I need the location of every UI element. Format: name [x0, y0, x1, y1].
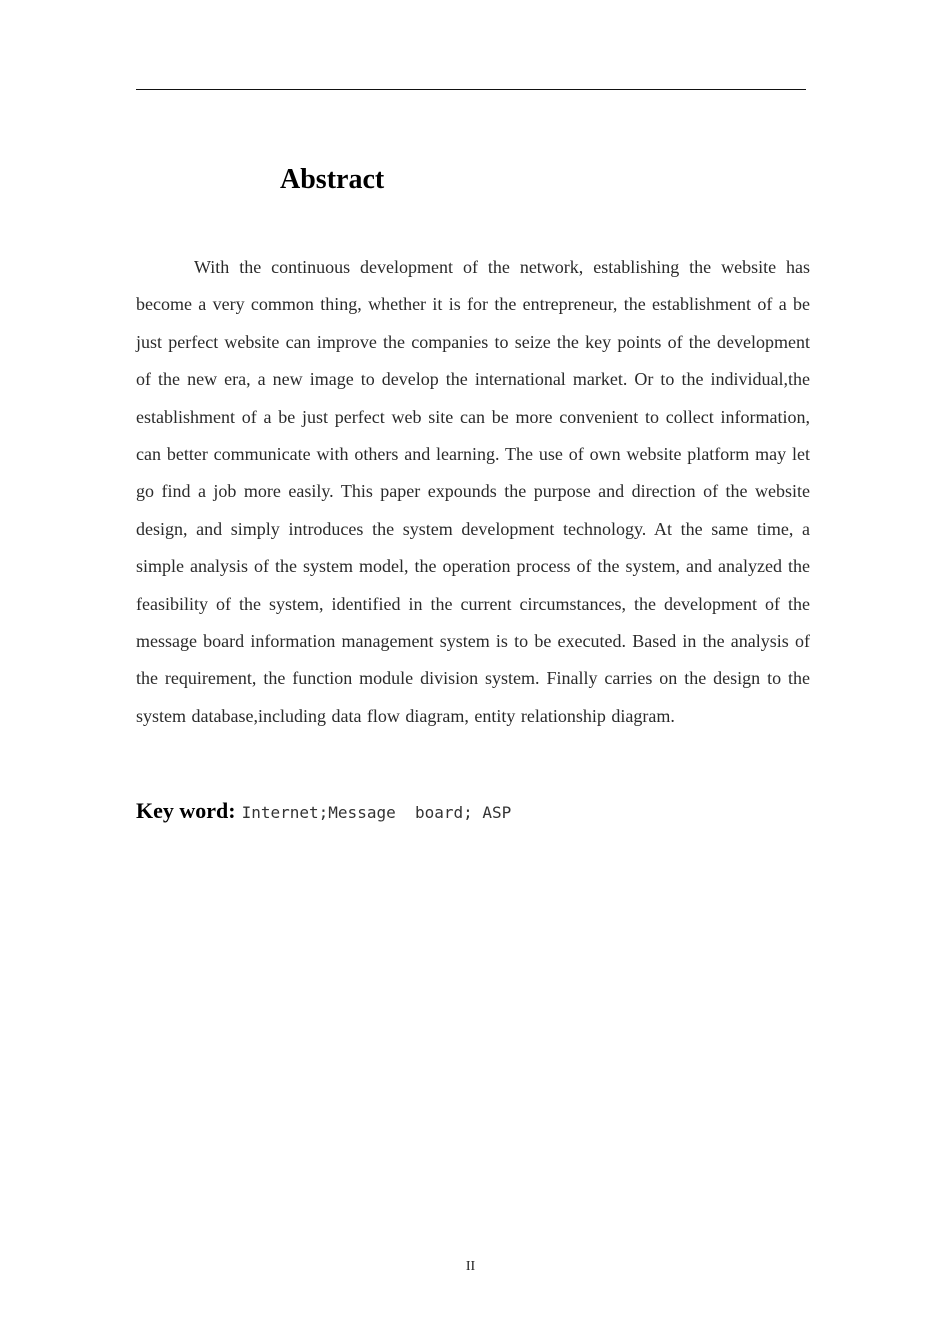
- abstract-body: With the continuous development of the network, establishing the website has become a very common thing, whether it is for the entrepreneur, the establishment of a be just perfect website can improve the companies to seize the key points of the development of the new era, a new image to develop the international market. Or to the individual,the establishment of a be just perfect web site can be more convenient to collect information, can better communicate with others and learning. The use of own website platform may let go find a job more easily. This paper expounds the purpose and direction of the website design, and simply introduces the system development technology. At the same time, a simple analysis of the system model, the operation process of the system, and analyzed the feasibility of the system, identified in the current circumstances, the development of the message board information management system is to be executed. Based in the analysis of the requirement, the function module division system. Finally carries on the design to the system database,including data flow diagram, entity relationship diagram.: [136, 257, 810, 726]
- keywords-line: [136, 798, 810, 824]
- keywords-value: Internet;Message board; ASP: [241, 803, 512, 822]
- keywords-label: Key word:: [136, 798, 236, 823]
- header-rule: [136, 89, 806, 90]
- page-title: Abstract: [280, 164, 385, 195]
- page-number: II: [465, 1259, 476, 1274]
